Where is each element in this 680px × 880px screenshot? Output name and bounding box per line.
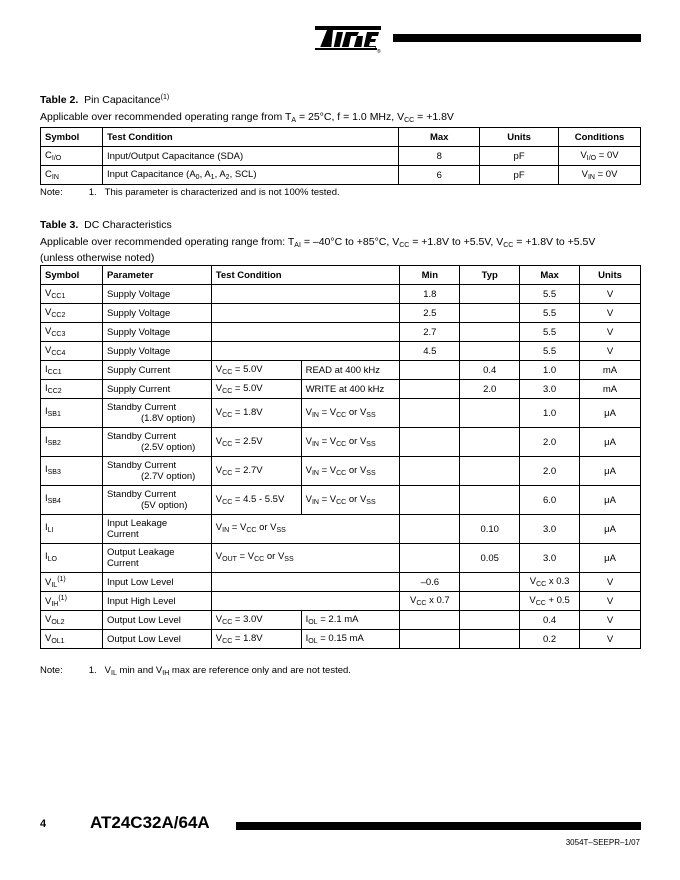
footer-rule (236, 822, 641, 830)
table3-note: Note: 1. $V_{IL}$ min and $V_{IH}$ max are reference only and are not tested. (40, 665, 351, 677)
table-row: $I_{CC1}$ Supply Current $V_{CC} = 5.0V$ READ at 400 kHz 0.4 1.0 mA (41, 361, 641, 380)
table-row: $C_{I/O}$ Input/Output Capacitance (SDA) 8 pF $V_{I/O} = 0V$ (41, 147, 641, 166)
table-header-row: Symbol Parameter Test Condition Min Typ Max Units (41, 266, 641, 285)
table3-caption: Table 3. DC Characteristics (40, 219, 172, 231)
dc-characteristics-table (40, 265, 641, 649)
document-code: 3054T–SEEPR–1/07 (565, 838, 640, 847)
svg-text:®: ® (377, 49, 381, 54)
page-number: 4 (40, 818, 47, 830)
table2-note: Note: 1. This parameter is characterized and is not 100% tested. (40, 187, 340, 198)
atmel-logo (313, 20, 385, 59)
table-row: $I_{SB4}$ Standby Current (5V option) $V_{CC} = 4.5 - 5.5V$ $V_{IN} = V_{CC}$ or $V_{SS}$ 6.0 μA (41, 486, 641, 515)
table-row: $I_{LO}$ Output Leakage Current $V_{OUT} = V_{CC}$ or $V_{SS}$ 0.05 3.0 μA (41, 544, 641, 573)
table-row: $I_{SB1}$ Standby Current (1.8V option) $V_{CC} = 1.8V$ $V_{IN} = V_{CC}$ or $V_{SS}$ 1.0 μA (41, 399, 641, 428)
table-row: $I_{LI}$ Input Leakage Current $V_{IN} = V_{CC}$ or $V_{SS}$ 0.10 3.0 μA (41, 515, 641, 544)
table-row: $V_{CC3}$ Supply Voltage 2.7 5.5 V (41, 323, 641, 342)
table-row: $V_{OL1}$ Output Low Level $V_{CC} = 1.8V$ $I_{OL} = 0.15$ mA 0.2 V (41, 630, 641, 649)
table-row: $V_{CC2}$ Supply Voltage 2.5 5.5 V (41, 304, 641, 323)
pin-capacitance-table (40, 127, 641, 185)
table2-subtitle: Applicable over recommended operating range from $T_A = 25^\circ C$, f = 1.0 MHz, $V_{CC} = +1.8V$ (40, 111, 454, 124)
table-row: $V_{IL}^{(1)}$ Input Low Level –0.6 $V_{CC}$ x 0.3 V (41, 573, 641, 592)
table-header-row: Symbol Test Condition Max Units Conditions (41, 128, 641, 147)
table-row: $I_{SB3}$ Standby Current (2.7V option) $V_{CC} = 2.7V$ $V_{IN} = V_{CC}$ or $V_{SS}$ 2.0 μA (41, 457, 641, 486)
document-title: AT24C32A/64A (90, 813, 210, 832)
table-row: $I_{CC2}$ Supply Current $V_{CC} = 5.0V$ WRITE at 400 kHz 2.0 3.0 mA (41, 380, 641, 399)
table2-caption: Table 2. Pin Capacitance$^{(1)}$ (40, 94, 170, 106)
header-rule (393, 34, 641, 42)
table-row: $V_{CC1}$ Supply Voltage 1.8 5.5 V (41, 285, 641, 304)
table-row: $V_{IH}^{(1)}$ Input High Level $V_{CC}$ x 0.7 $V_{CC} + 0.5$ V (41, 592, 641, 611)
table3-subtitle: Applicable over recommended operating range from: $T_{AI} = -40^\circ C$ to +85°C, $V_{CC} = +1.8V$ to +5.5V, $V_{CC} = +1.8V$ to +5.5V (unless otherwise noted) (40, 236, 596, 264)
table-row: $V_{OL2}$ Output Low Level $V_{CC} = 3.0V$ $I_{OL} = 2.1$ mA 0.4 V (41, 611, 641, 630)
table-row: $V_{CC4}$ Supply Voltage 4.5 5.5 V (41, 342, 641, 361)
table-row: $C_{IN}$ Input Capacitance ($A_0$, $A_1$, $A_2$, SCL) 6 pF $V_{IN} = 0V$ (41, 166, 641, 185)
table-row: $I_{SB2}$ Standby Current (2.5V option) $V_{CC} = 2.5V$ $V_{IN} = V_{CC}$ or $V_{SS}$ 2.0 μA (41, 428, 641, 457)
